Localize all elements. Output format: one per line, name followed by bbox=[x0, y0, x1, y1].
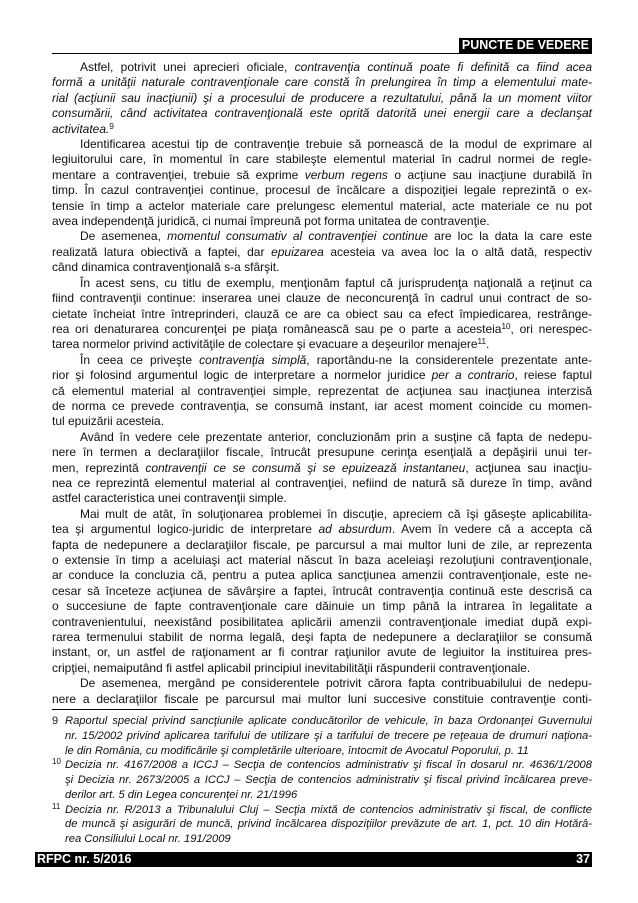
text-line bbox=[52, 322, 592, 337]
text-line: o extensie în timp a aceluiaşi act material născut în baza aceleiaşi rezoluţiuni contravenţionale, bbox=[52, 553, 592, 567]
italic-text: rial (acţiunii sau inacţiunii) şi a procesului de producere a rezultatului, până la un moment viitor bbox=[52, 90, 592, 105]
footnote-number: 11 bbox=[52, 801, 61, 811]
text-run: . bbox=[486, 337, 490, 352]
text-line: Raportul special privind sancţiunile aplicate conducătorilor de vehicule, în baza Ordonanţei Guvernului bbox=[65, 715, 592, 727]
text-line bbox=[52, 522, 592, 537]
text-line: Mai mult de atât, în soluţionarea problemei în discuţie, apreciem că îşi găseşte aplicabilita- bbox=[80, 506, 592, 521]
text-line: Având în vedere cele prezentate anterior, concluzionăm prin a susţine că fapta de nedepu- bbox=[80, 429, 592, 444]
text-line: de muncă şi asigurări de muncă, privind încălcarea dispoziţiilor prevăzute de art. 1, pct. 10 din Hotărâ- bbox=[65, 818, 592, 831]
text-line bbox=[52, 245, 592, 260]
footnote-number: 9 bbox=[52, 715, 59, 727]
italic-text: per a contrario bbox=[431, 368, 515, 383]
text-line: o succesiune de fapte contravenţionale care dăinuie un timp până la intrarea în legalitate a bbox=[52, 599, 592, 614]
text-run: Astfel, potrivit unei aprecieri oficiale, bbox=[80, 60, 295, 74]
text-line: că elementul material al contravenţiei simple, reprezentat de acţiunea sau inacţiunea interzisă bbox=[52, 383, 592, 398]
italic-text: epuizarea bbox=[271, 244, 324, 259]
text-line: astfel caracteristica unei contravenţii simple. bbox=[52, 491, 287, 506]
text-line: De asemenea, mergând pe considerentele potrivit cărora fapta contribuabilului de nedepu- bbox=[80, 676, 592, 691]
paragraph bbox=[52, 229, 592, 275]
text-run: , acţiunea sau inacţiu- bbox=[465, 460, 592, 475]
text-line: nere a declaraţiilor fiscale pe parcursul mai multor luni succesive constituie contravenţie conti- bbox=[52, 691, 592, 706]
text-run: o acţiune sau inacţiune durabilă în bbox=[387, 167, 592, 182]
text-run: . Avem în vedere că a accepta că bbox=[391, 522, 592, 537]
text-line: şi Decizia nr. 2673/2005 a ICCJ – Secţia de contencios administrativ şi fiscal privind încălcarea preve- bbox=[65, 774, 592, 786]
italic-text: formă a unităţii naturale contravenţionale care constă în prelungirea în timp a elementului mate- bbox=[52, 75, 592, 90]
footnote-reference: 11 bbox=[477, 337, 487, 347]
text-line bbox=[52, 168, 592, 183]
text-line: le din România, cu modificările şi completările ulterioare, întocmit de Avocatul Poporului, p. 11 bbox=[65, 744, 529, 757]
text-line: rarea termenului stabilit de norma legală, deşi fapta de nedepunere a declaraţiilor se consumă bbox=[52, 630, 592, 645]
text-run: De asemenea, bbox=[80, 229, 168, 244]
text-line: ar conduce la concluzia că, pentru a putea aplica sancţiunea amenzii contravenţionale, este ne- bbox=[52, 568, 592, 583]
article-body bbox=[52, 60, 592, 707]
text-run: are loc la data la care este bbox=[427, 229, 592, 244]
page-number: 37 bbox=[576, 852, 590, 866]
text-line bbox=[52, 106, 592, 121]
header-rule bbox=[52, 53, 592, 54]
footnote-reference: 9 bbox=[109, 121, 114, 131]
text-line bbox=[52, 122, 592, 137]
footnote bbox=[52, 714, 592, 758]
text-line bbox=[52, 60, 592, 75]
text-line: când dinamica contravenţională s-a sfârşit. bbox=[52, 260, 280, 275]
text-line: de norma ce prevede contravenţia, se consumă instant, iar acest moment coincide cu momen- bbox=[52, 398, 592, 413]
text-run: realizată latura obiectivă a faptei, dar bbox=[52, 244, 272, 259]
italic-text: contravenţia continuă poate fi definită ca fiind acea bbox=[294, 60, 592, 74]
paragraph bbox=[52, 60, 592, 137]
italic-text: momentul consumativ al contravenţiei continue bbox=[167, 229, 428, 244]
paragraph bbox=[52, 676, 592, 707]
paragraph bbox=[52, 507, 592, 676]
section-label: PUNCTE DE VEDERE bbox=[459, 38, 592, 53]
text-run: rior şi folosind argumentul logic de interpretare a normelor juridice bbox=[52, 368, 432, 383]
text-line bbox=[52, 91, 592, 106]
text-line: contravenientului, neexistând posibilitatea aplicării amenzii contravenţionale imediat după expi- bbox=[52, 614, 592, 629]
text-line: fiind contravenţii continue: inserarea unei clauze de neconcurenţă în cadrul unui contract de so- bbox=[52, 291, 592, 306]
italic-text: consumării, când activitatea contravenţională este oprită datorită unei energii care a declanşat bbox=[52, 106, 592, 121]
text-line: tensie în timp a actelor materiale care prelungesc elementul material, acte materiale ce nu pot bbox=[52, 198, 592, 213]
text-run: tea şi argumentul logico-juridic de interpretare bbox=[52, 522, 319, 537]
text-run: În ceea ce priveşte bbox=[80, 352, 200, 367]
italic-text: verbum regens bbox=[304, 167, 388, 182]
italic-text: contravenţii ce se consumă şi se epuizează instantaneu bbox=[145, 460, 466, 475]
text-line: cesar să înceteze acţiunea de săvârşire a faptei, întrucât contravenţia continuă este descrisă ca bbox=[52, 583, 592, 598]
paragraph bbox=[52, 137, 592, 229]
italic-text: ad absurdum bbox=[318, 522, 392, 537]
footnotes bbox=[52, 714, 592, 847]
text-line bbox=[52, 368, 592, 383]
text-line: nere în termen a declaraţiilor fiscale, întrucât presupune cerinţa esenţială a depăşirii unui ter- bbox=[52, 445, 592, 460]
text-line: timp. În cazul contravenţiei continue, procesul de încălcare a dispoziţiei legale reprezintă o ex- bbox=[52, 183, 592, 198]
text-line bbox=[52, 75, 592, 90]
text-line: rea Consiliului Local nr. 191/2009 bbox=[65, 833, 231, 845]
text-line: legiuitorului care, în momentul în care stabileşte elementul material în cadrul normei de regle- bbox=[52, 152, 592, 167]
paragraph bbox=[52, 353, 592, 430]
text-line: Decizia nr. 4167/2008 a ICCJ – Secţia de contencios administrativ şi fiscal în dosarul nr. 4636/1/2008 bbox=[65, 759, 592, 772]
footnote-number: 10 bbox=[52, 757, 61, 767]
text-line bbox=[52, 353, 592, 368]
footnote bbox=[52, 758, 592, 802]
journal-issue: RFPC nr. 5/2016 bbox=[37, 852, 132, 866]
text-line: Identificarea acestui tip de contravenţie trebuie să pornească de la modul de exprimare al bbox=[80, 137, 592, 152]
text-run: , reiese faptul bbox=[514, 368, 593, 383]
text-run: acesteia va avea loc la o altă dată, respectiv bbox=[323, 244, 592, 259]
text-run: , ori nerespec- bbox=[510, 321, 593, 336]
text-line: nea ce reprezintă elementul material al contravenţiei, nefiind de natură să dureze în timp, având bbox=[52, 475, 592, 490]
italic-text: activitatea. bbox=[52, 121, 110, 136]
text-line: derilor art. 5 din Legea concurenţei nr. 21/1996 bbox=[65, 788, 298, 801]
italic-text: contravenţia simplă bbox=[199, 352, 307, 367]
footer-bar bbox=[35, 852, 592, 867]
footnote-reference: 10 bbox=[501, 321, 511, 331]
text-run: rea ori denaturarea concurenţei pe piaţa românească sau pe o parte a acesteia bbox=[52, 321, 502, 336]
paragraph bbox=[52, 430, 592, 507]
text-line: cripţiei, nemaiputând fi astfel aplicabil principiul inevitabilităţii răspunderii contravenţionale. bbox=[52, 660, 531, 675]
text-line: cietate încheiat între întreprinderi, clauză ce are ca obiect sau ca efect împiedicarea, restrânge- bbox=[52, 306, 592, 321]
footnote bbox=[52, 803, 592, 847]
text-line bbox=[52, 229, 592, 244]
text-line bbox=[52, 337, 592, 352]
text-line: În acest sens, cu titlu de exemplu, menţionăm faptul că jurisprudenţa naţională a reţinut ca bbox=[80, 275, 592, 290]
text-line: avea independenţă juridică, ci numai împreună pot forma unitatea de contravenţie. bbox=[52, 214, 490, 229]
text-line: nr. 15/2002 privind aplicarea tarifului de utilizare şi a tarifului de trecere pe reţeaua de drumuri naţiona- bbox=[65, 729, 592, 742]
text-run: men, reprezintă bbox=[52, 460, 146, 475]
text-line: Decizia nr. R/2013 a Tribunalului Cluj – Secţia mixtă de contencios administrativ şi fiscal, de conflicte bbox=[65, 803, 592, 816]
paragraph bbox=[52, 276, 592, 353]
text-line: instant, or, un astfel de raţionament ar fi contrar raţiunilor avute de legiuitor la instituirea pres- bbox=[52, 645, 592, 660]
text-line: fapta de nedepunere a declaraţiilor fiscale, pe parcursul a mai multor luni de zile, ar reprezenta bbox=[52, 537, 592, 552]
text-run: , raportându-ne la considerentele prezentate ante- bbox=[306, 352, 592, 367]
text-line bbox=[52, 461, 592, 476]
footnote-separator bbox=[52, 709, 198, 710]
text-run: mentare a contravenţiei, trebuie să exprime bbox=[52, 167, 305, 182]
text-line: tul epuizării acesteia. bbox=[52, 414, 165, 429]
text-run: tarea normelor privind activităţile de colectare şi evacuare a deşeurilor menajere bbox=[52, 337, 478, 352]
